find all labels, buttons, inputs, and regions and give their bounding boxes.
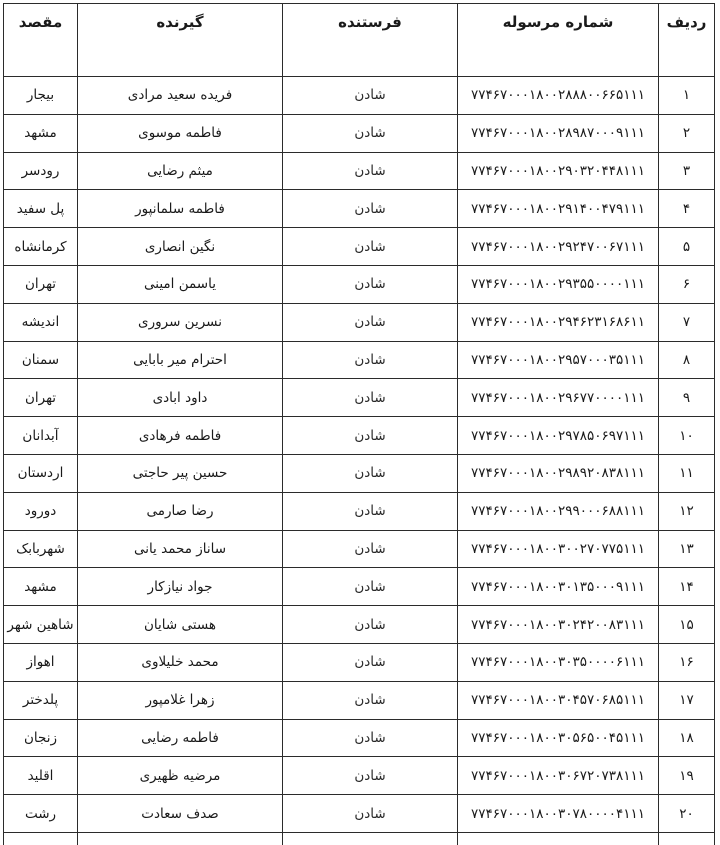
table-header-row xyxy=(4,4,715,77)
cell-recipient: حسین پیر حاجتی xyxy=(78,454,283,492)
cell-destination: اردستان xyxy=(4,454,78,492)
cell-recipient: رضا صارمی xyxy=(78,492,283,530)
cell-tracking-number: ۷۷۴۶۷۰۰۰۱۸۰۰۲۸۹۸۷۰۰۰۹۱۱۱ xyxy=(458,114,659,152)
cell-sender: شادن xyxy=(283,795,458,833)
table-row xyxy=(4,190,715,228)
cell-destination: شهربابک xyxy=(4,530,78,568)
cell-index: ۱۸ xyxy=(659,719,715,757)
cell-recipient: مرضیه ظهیری xyxy=(78,757,283,795)
cell-index: ۱۴ xyxy=(659,568,715,606)
table-row xyxy=(4,719,715,757)
shipment-table xyxy=(3,3,715,845)
cell-sender: شادن xyxy=(283,681,458,719)
header-destination: مقصد xyxy=(4,4,78,77)
cell-recipient: فاطمه سلمانپور xyxy=(78,190,283,228)
cell-tracking-number: ۷۷۴۶۷۰۰۰۱۸۰۰۲۹۷۸۵۰۶۹۷۱۱۱ xyxy=(458,417,659,455)
cell-sender: شادن xyxy=(283,77,458,115)
cell-destination: پلدختر xyxy=(4,681,78,719)
table-row xyxy=(4,795,715,833)
table-row-cut-off xyxy=(4,832,715,845)
cell-recipient: ساناز محمد یانی xyxy=(78,530,283,568)
table-row xyxy=(4,417,715,455)
table-row xyxy=(4,454,715,492)
header-tracking-number: شماره مرسوله xyxy=(458,4,659,77)
cell-destination: زنجان xyxy=(4,719,78,757)
cell-index: ۶ xyxy=(659,265,715,303)
cell-recipient: داود ابادی xyxy=(78,379,283,417)
cell-destination: کرمانشاه xyxy=(4,228,78,266)
cell-tracking-number: ۷۷۴۶۷۰۰۰۱۸۰۰۲۹۱۴۰۰۴۷۹۱۱۱ xyxy=(458,190,659,228)
cell-tracking-number: ۷۷۴۶۷۰۰۰۱۸۰۰۳۰۵۶۵۰۰۴۵۱۱۱ xyxy=(458,719,659,757)
cell-tracking-number: ۷۷۴۶۷۰۰۰۱۸۰۰۲۹۹۰۰۰۶۸۸۱۱۱ xyxy=(458,492,659,530)
cell-index: ۲ xyxy=(659,114,715,152)
cell-destination: اهواز xyxy=(4,643,78,681)
cell-tracking-number: ۷۷۴۶۷۰۰۰۱۸۰۰۳۰۷۸۰۰۰۰۴۱۱۱ xyxy=(458,795,659,833)
cell-recipient: فاطمه موسوی xyxy=(78,114,283,152)
cell-index: ۷ xyxy=(659,303,715,341)
cell-recipient: نگین انصاری xyxy=(78,228,283,266)
table-row xyxy=(4,341,715,379)
cell-tracking-number: ۷۷۴۶۷۰۰۰۱۸۰۰۳۰۶۷۲۰۷۳۸۱۱۱ xyxy=(458,757,659,795)
cell-recipient: فریده سعید مرادی xyxy=(78,77,283,115)
table-row xyxy=(4,643,715,681)
cell-sender: شادن xyxy=(283,454,458,492)
cell-recipient: زهرا غلامپور xyxy=(78,681,283,719)
cell-sender: شادن xyxy=(283,719,458,757)
cell-recipient: احترام میر بابایی xyxy=(78,341,283,379)
cell-destination: رودسر xyxy=(4,152,78,190)
table-row xyxy=(4,152,715,190)
cell-tracking-number: ۷۷۴۶۷۰۰۰۱۸۰۰۲۹۳۵۵۰۰۰۰۱۱۱ xyxy=(458,265,659,303)
cell-destination: پل سفید xyxy=(4,190,78,228)
cell-sender: شادن xyxy=(283,492,458,530)
table-row xyxy=(4,757,715,795)
cell-tracking-number: ۷۷۴۶۷۰۰۰۱۸۰۰۲۹۴۶۲۳۱۶۸۶۱۱ xyxy=(458,303,659,341)
cell-destination: اقلید xyxy=(4,757,78,795)
cell-tracking-number: ۷۷۴۶۷۰۰۰۱۸۰۰۲۹۶۷۷۰۰۰۰۱۱۱ xyxy=(458,379,659,417)
empty-cell xyxy=(458,832,659,845)
cell-index: ۱۶ xyxy=(659,643,715,681)
cell-sender: شادن xyxy=(283,303,458,341)
cell-index: ۱۷ xyxy=(659,681,715,719)
cell-tracking-number: ۷۷۴۶۷۰۰۰۱۸۰۰۳۰۳۵۰۰۰۰۶۱۱۱ xyxy=(458,643,659,681)
cell-destination: مشهد xyxy=(4,114,78,152)
cell-destination: تهران xyxy=(4,379,78,417)
header-index: ردیف xyxy=(659,4,715,77)
cell-tracking-number: ۷۷۴۶۷۰۰۰۱۸۰۰۲۹۸۹۲۰۸۳۸۱۱۱ xyxy=(458,454,659,492)
cell-sender: شادن xyxy=(283,152,458,190)
table-row xyxy=(4,606,715,644)
cell-sender: شادن xyxy=(283,757,458,795)
cell-tracking-number: ۷۷۴۶۷۰۰۰۱۸۰۰۳۰۱۳۵۰۰۰۹۱۱۱ xyxy=(458,568,659,606)
empty-cell xyxy=(4,832,78,845)
cell-sender: شادن xyxy=(283,568,458,606)
cell-index: ۴ xyxy=(659,190,715,228)
table-row xyxy=(4,114,715,152)
cell-tracking-number: ۷۷۴۶۷۰۰۰۱۸۰۰۲۸۸۸۰۰۶۶۵۱۱۱ xyxy=(458,77,659,115)
cell-tracking-number: ۷۷۴۶۷۰۰۰۱۸۰۰۲۹۰۳۲۰۴۴۸۱۱۱ xyxy=(458,152,659,190)
cell-recipient: نسرین سروری xyxy=(78,303,283,341)
cell-sender: شادن xyxy=(283,190,458,228)
cell-index: ۱۱ xyxy=(659,454,715,492)
cell-destination: مشهد xyxy=(4,568,78,606)
cell-destination: بیجار xyxy=(4,77,78,115)
cell-index: ۱ xyxy=(659,77,715,115)
cell-recipient: جواد نیازکار xyxy=(78,568,283,606)
cell-destination: سمنان xyxy=(4,341,78,379)
header-sender: فرستنده xyxy=(283,4,458,77)
table-body xyxy=(4,77,715,845)
cell-index: ۱۲ xyxy=(659,492,715,530)
table-row xyxy=(4,303,715,341)
table-row xyxy=(4,568,715,606)
table-row xyxy=(4,530,715,568)
cell-index: ۱۵ xyxy=(659,606,715,644)
cell-index: ۵ xyxy=(659,228,715,266)
cell-index: ۱۰ xyxy=(659,417,715,455)
cell-sender: شادن xyxy=(283,530,458,568)
cell-sender: شادن xyxy=(283,379,458,417)
cell-destination: رشت xyxy=(4,795,78,833)
cell-sender: شادن xyxy=(283,643,458,681)
cell-sender: شادن xyxy=(283,265,458,303)
cell-sender: شادن xyxy=(283,341,458,379)
cell-index: ۸ xyxy=(659,341,715,379)
cell-recipient: فاطمه رضایی xyxy=(78,719,283,757)
empty-cell xyxy=(659,832,715,845)
cell-destination: آبدانان xyxy=(4,417,78,455)
cell-index: ۳ xyxy=(659,152,715,190)
cell-destination: تهران xyxy=(4,265,78,303)
cell-tracking-number: ۷۷۴۶۷۰۰۰۱۸۰۰۲۹۲۴۷۰۰۶۷۱۱۱ xyxy=(458,228,659,266)
cell-index: ۱۹ xyxy=(659,757,715,795)
cell-recipient: هستی شایان xyxy=(78,606,283,644)
cell-destination: دورود xyxy=(4,492,78,530)
table-row xyxy=(4,77,715,115)
header-recipient: گیرنده xyxy=(78,4,283,77)
table-row xyxy=(4,492,715,530)
cell-recipient: محمد خلیلاوی xyxy=(78,643,283,681)
cell-sender: شادن xyxy=(283,228,458,266)
cell-tracking-number: ۷۷۴۶۷۰۰۰۱۸۰۰۲۹۵۷۰۰۰۳۵۱۱۱ xyxy=(458,341,659,379)
cell-destination: اندیشه xyxy=(4,303,78,341)
cell-tracking-number: ۷۷۴۶۷۰۰۰۱۸۰۰۳۰۲۴۲۰۰۸۳۱۱۱ xyxy=(458,606,659,644)
cell-destination: شاهین شهر xyxy=(4,606,78,644)
cell-tracking-number: ۷۷۴۶۷۰۰۰۱۸۰۰۳۰۴۵۷۰۶۸۵۱۱۱ xyxy=(458,681,659,719)
cell-index: ۹ xyxy=(659,379,715,417)
table-row xyxy=(4,379,715,417)
table-row xyxy=(4,265,715,303)
cell-index: ۱۳ xyxy=(659,530,715,568)
cell-sender: شادن xyxy=(283,606,458,644)
cell-recipient: فاطمه فرهادی xyxy=(78,417,283,455)
table-row xyxy=(4,228,715,266)
cell-index: ۲۰ xyxy=(659,795,715,833)
table-row xyxy=(4,681,715,719)
cell-sender: شادن xyxy=(283,114,458,152)
cell-recipient: یاسمن امینی xyxy=(78,265,283,303)
cell-tracking-number: ۷۷۴۶۷۰۰۰۱۸۰۰۳۰۰۲۷۰۷۷۵۱۱۱ xyxy=(458,530,659,568)
empty-cell xyxy=(78,832,283,845)
cell-recipient: میثم رضایی xyxy=(78,152,283,190)
empty-cell xyxy=(283,832,458,845)
cell-sender: شادن xyxy=(283,417,458,455)
cell-recipient: صدف سعادت xyxy=(78,795,283,833)
